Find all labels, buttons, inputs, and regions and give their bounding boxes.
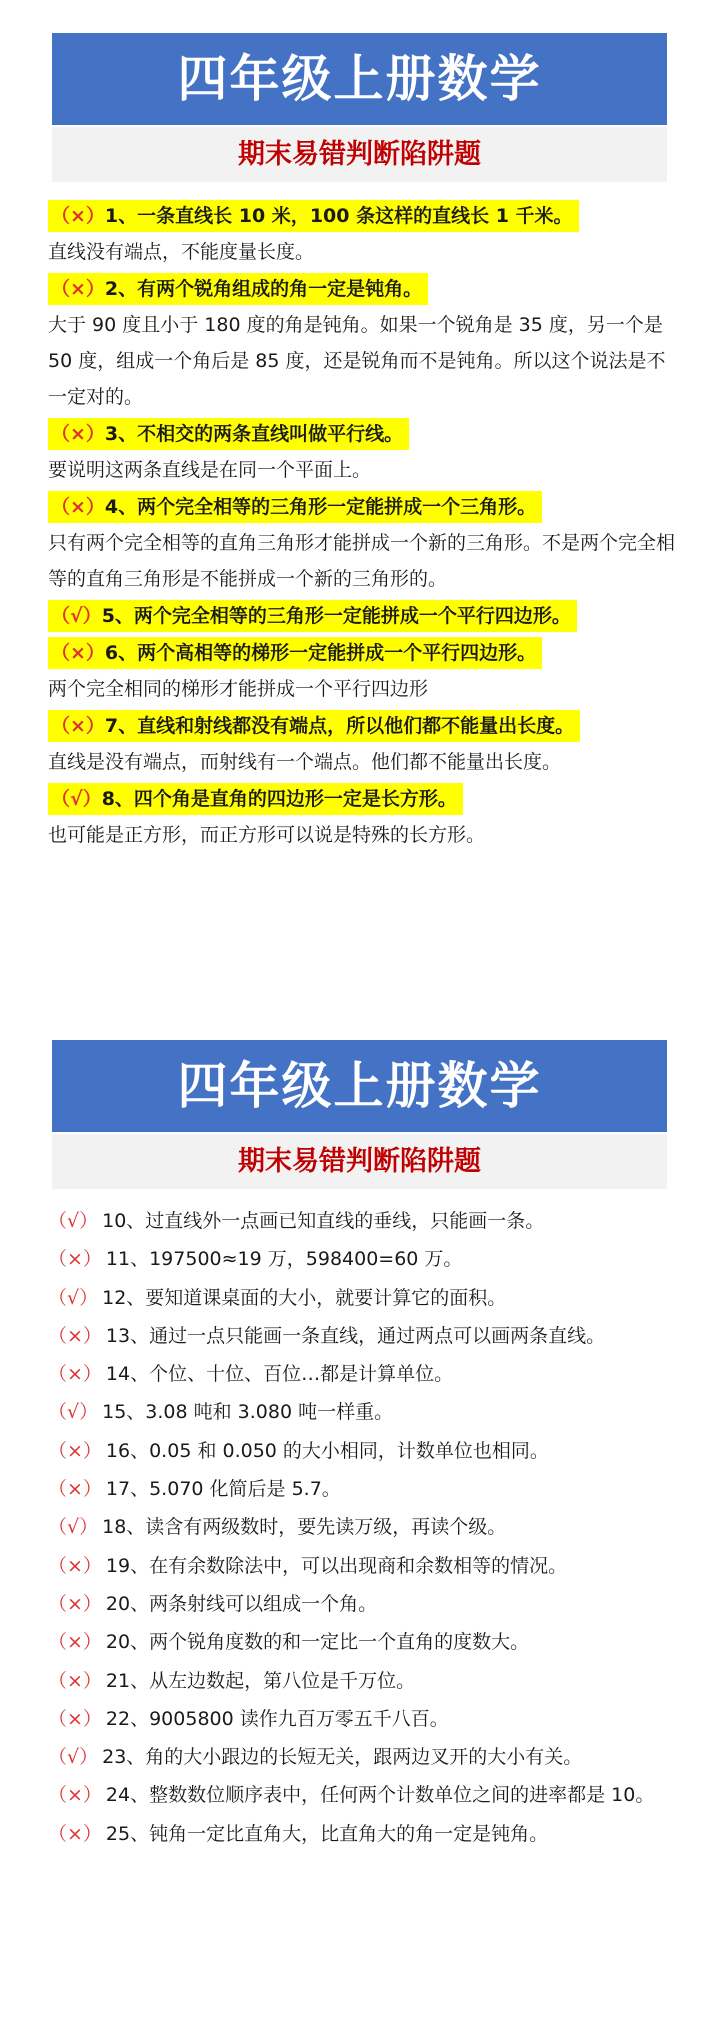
question-text: 8、四个角是直角的四边形一定是长方形。	[101, 787, 457, 810]
judgement-mark: （√）	[48, 1746, 99, 1769]
item-text: 20、两个锐角度数的和一定比一个直角的度数大。	[105, 1631, 530, 1654]
judgement-mark: （×）	[51, 204, 105, 227]
answer-explanation: 直线没有端点，不能度量长度。	[48, 241, 315, 263]
item-text: 12、要知道课桌面的大小，就要计算它的面积。	[102, 1286, 507, 1309]
highlighted-question	[48, 200, 579, 232]
judgement-item	[48, 1202, 673, 1240]
answer-explanation: 要说明这两条直线是在同一个平面上。	[48, 459, 372, 481]
judgement-item	[48, 1776, 673, 1814]
highlighted-question	[48, 637, 542, 669]
item-text: 10、过直线外一点画已知直线的垂线，只能画一条。	[102, 1210, 545, 1232]
judgement-mark: （√）	[51, 787, 102, 810]
question-row	[48, 270, 678, 307]
question-text: 7、直线和射线都没有端点，所以他们都不能量出长度。	[104, 714, 575, 737]
item-text: 24、整数数位顺序表中，任何两个计数单位之间的进率都是 10。	[105, 1784, 655, 1807]
answer-explanation: 直线是没有端点，而射线有一个端点。他们都不能量出长度。	[48, 751, 562, 773]
judgement-item	[48, 1815, 673, 1853]
item-text: 23、角的大小跟边的长短无关，跟两边叉开的大小有关。	[102, 1746, 583, 1769]
judgement-item	[48, 1700, 673, 1738]
judgement-mark: （×）	[48, 1784, 102, 1807]
item-text: 15、3.08 吨和 3.080 吨一样重。	[102, 1401, 394, 1424]
judgement-mark: （×）	[48, 1822, 102, 1845]
item-text: 17、5.070 化简后是 5.7。	[105, 1478, 341, 1501]
question-text: 6、两个高相等的梯形一定能拼成一个平行四边形。	[104, 641, 537, 664]
judgement-mark: （×）	[51, 277, 105, 300]
item-text: 13、通过一点只能画一条直线，通过两点可以画两条直线。	[105, 1324, 606, 1347]
judgement-mark: （×）	[48, 1592, 102, 1615]
question-text: 4、两个完全相等的三角形一定能拼成一个三角形。	[104, 495, 537, 518]
question-text: 5、两个完全相等的三角形一定能拼成一个平行四边形。	[101, 604, 571, 627]
item-text: 19、在有余数除法中，可以出现商和余数相等的情况。	[105, 1554, 568, 1577]
answer-explanation: 大于 90 度且小于 180 度的角是钝角。如果一个锐角是 35 度，另一个是 50 度，组成一个角后是 85 度，还是锐角而不是钝角。所以这个说法是不一定对的。	[48, 314, 666, 408]
judgement-item	[48, 1393, 673, 1431]
judgement-mark: （√）	[48, 1516, 99, 1539]
judgement-mark: （×）	[51, 641, 105, 664]
question-list	[48, 197, 678, 853]
question-text: 3、不相交的两条直线叫做平行线。	[104, 422, 404, 445]
judgement-mark: （×）	[48, 1478, 102, 1501]
question-text: 1、一条直线长 10 米，100 条这样的直线长 1 千米。	[104, 204, 573, 227]
judgement-mark: （×）	[48, 1669, 102, 1692]
question-row	[48, 197, 678, 234]
question-row	[48, 597, 678, 634]
judgement-mark: （×）	[48, 1363, 102, 1386]
judgement-item	[48, 1585, 673, 1623]
judgement-item	[48, 1355, 673, 1393]
judgement-item	[48, 1623, 673, 1661]
page-title-2: 四年级上册数学	[52, 1040, 667, 1132]
page-subtitle-2: 期末易错判断陷阱题	[52, 1134, 667, 1189]
item-text: 14、个位、十位、百位…都是计算单位。	[105, 1363, 454, 1386]
judgement-item	[48, 1508, 673, 1546]
answer-explanation: 只有两个完全相等的直角三角形才能拼成一个新的三角形。不是两个完全相等的直角三角形是不能拼成一个新的三角形的。	[48, 532, 676, 590]
highlighted-question	[48, 273, 428, 305]
judgement-mark: （×）	[48, 1324, 102, 1347]
judgement-mark: （×）	[48, 1439, 102, 1462]
judgement-mark: （√）	[48, 1286, 99, 1309]
judgement-item	[48, 1317, 673, 1355]
highlighted-question	[48, 491, 542, 523]
highlighted-question	[48, 783, 463, 815]
judgement-mark: （×）	[48, 1631, 102, 1654]
judgement-item	[48, 1547, 673, 1585]
question-row	[48, 707, 678, 744]
question-row	[48, 415, 678, 452]
item-text: 22、9005800 读作九百万零五千八百。	[105, 1707, 449, 1730]
judgement-mark: （×）	[51, 714, 105, 737]
judgement-mark: （×）	[48, 1554, 102, 1577]
page-subtitle: 期末易错判断陷阱题	[52, 127, 667, 182]
judgement-mark: （√）	[51, 604, 102, 627]
answer-explanation: 两个完全相同的梯形才能拼成一个平行四边形	[48, 678, 429, 700]
judgement-item	[48, 1279, 673, 1317]
highlighted-question	[48, 418, 409, 450]
judgement-item	[48, 1662, 673, 1700]
item-text: 25、钝角一定比直角大，比直角大的角一定是钝角。	[105, 1822, 549, 1845]
judgement-item	[48, 1470, 673, 1508]
judgement-mark: （×）	[51, 495, 105, 518]
question-row	[48, 634, 678, 671]
judgement-mark: （×）	[48, 1707, 102, 1730]
question-text: 2、有两个锐角组成的角一定是钝角。	[104, 277, 423, 300]
item-text: 16、0.05 和 0.050 的大小相同，计数单位也相同。	[105, 1439, 549, 1462]
question-list-2	[48, 1202, 673, 1853]
item-text: 21、从左边数起，第八位是千万位。	[105, 1669, 416, 1692]
judgement-item	[48, 1240, 673, 1278]
highlighted-question	[48, 600, 577, 632]
item-text: 11、197500≈19 万，598400=60 万。	[105, 1248, 463, 1271]
judgement-mark: （√）	[48, 1210, 99, 1232]
judgement-item	[48, 1432, 673, 1470]
judgement-mark: （√）	[48, 1401, 99, 1424]
item-text: 20、两条射线可以组成一个角。	[105, 1592, 378, 1615]
answer-explanation: 也可能是正方形，而正方形可以说是特殊的长方形。	[48, 824, 486, 846]
question-row	[48, 488, 678, 525]
judgement-item	[48, 1738, 673, 1776]
highlighted-question	[48, 710, 580, 742]
judgement-mark: （×）	[48, 1248, 102, 1271]
page-title: 四年级上册数学	[52, 33, 667, 125]
item-text: 18、读含有两级数时，要先读万级，再读个级。	[102, 1516, 507, 1539]
judgement-mark: （×）	[51, 422, 105, 445]
question-row	[48, 780, 678, 817]
